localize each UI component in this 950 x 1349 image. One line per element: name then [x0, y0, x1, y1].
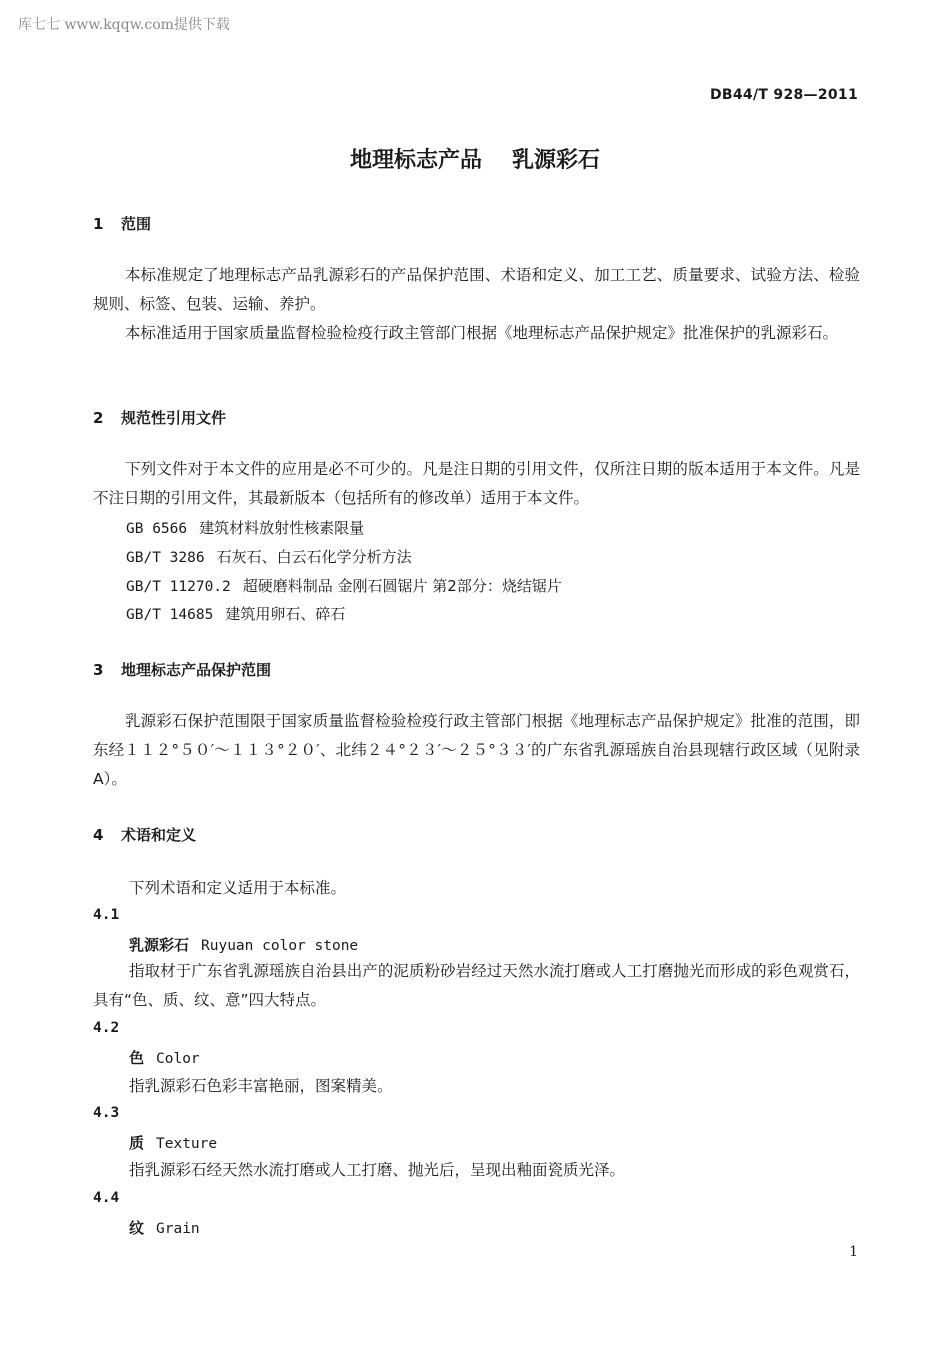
term-heading	[129, 1132, 217, 1153]
term-cn: 纹	[129, 1219, 145, 1237]
section-heading-protection-scope	[93, 659, 271, 680]
term-cn: 质	[129, 1134, 145, 1152]
paragraph: 下列文件对于本文件的应用是必不可少的。凡是注日期的引用文件，仅所注日期的版本适用于本文件。凡是不注日期的引用文件，其最新版本（包括所有的修改单）适用于本文件。	[93, 460, 860, 507]
reference-name: 超硬磨料制品 金刚石圆锯片 第2部分：烧结锯片	[242, 577, 562, 595]
term-en: Ruyuan color stone	[201, 938, 359, 954]
reference-code: GB/T 3286	[126, 550, 205, 566]
reference-code: GB/T 14685	[126, 607, 214, 623]
term-definition: 指取材于广东省乳源瑶族自治县出产的泥质粉砂岩经过天然水流打磨或人工打磨抛光而形成的彩色观赏石，具有“色、质、纹、意”四大特点。	[93, 962, 860, 1009]
title-sub: 乳源彩石	[512, 148, 601, 173]
reference-item	[126, 546, 412, 567]
section-heading-scope	[93, 213, 151, 234]
term-number: 4.1	[93, 907, 120, 923]
term-cn: 乳源彩石	[129, 936, 190, 954]
paragraph: 本标准规定了地理标志产品乳源彩石的产品保护范围、术语和定义、加工工艺、质量要求、试验方法、检验规则、标签、包装、运输、养护。	[93, 266, 860, 313]
reference-code: GB/T 11270.2	[126, 579, 231, 595]
page-title	[0, 143, 950, 174]
term-number: 4.3	[93, 1105, 120, 1121]
reference-name: 建筑材料放射性核素限量	[199, 519, 365, 537]
term-en: Texture	[156, 1136, 218, 1152]
reference-name: 建筑用卵石、碎石	[225, 605, 346, 623]
term-en: Grain	[156, 1221, 200, 1237]
section-number: 3	[93, 661, 104, 679]
term-heading	[129, 1217, 200, 1238]
reference-item	[126, 517, 364, 538]
document-code: DB44/T 928—2011	[710, 87, 858, 103]
section-title: 范围	[121, 215, 152, 233]
watermark: 库七七 www.kqqw.com提供下载	[18, 17, 230, 33]
section-title: 术语和定义	[121, 826, 197, 844]
section-heading-terms	[93, 824, 196, 845]
page-number: 1	[849, 1244, 858, 1260]
term-number: 4.2	[93, 1020, 120, 1036]
term-definition: 指乳源彩石色彩丰富艳丽，图案精美。	[129, 1077, 393, 1095]
term-cn: 色	[129, 1049, 145, 1067]
reference-code: GB 6566	[126, 521, 188, 537]
paragraph: 本标准适用于国家质量监督检验检疫行政主管部门根据《地理标志产品保护规定》批准保护的乳源彩石。	[125, 324, 839, 342]
term-heading	[129, 934, 358, 955]
term-definition: 指乳源彩石经天然水流打磨或人工打磨、抛光后，呈现出釉面瓷质光泽。	[129, 1161, 626, 1179]
section-number: 4	[93, 826, 104, 844]
terms-intro: 下列术语和定义适用于本标准。	[129, 879, 347, 897]
term-heading	[129, 1047, 200, 1068]
reference-name: 石灰石、白云石化学分析方法	[216, 548, 412, 566]
title-main: 地理标志产品	[349, 148, 482, 173]
reference-item	[126, 603, 345, 624]
paragraph: 乳源彩石保护范围限于国家质量监督检验检疫行政主管部门根据《地理标志产品保护规定》批准的范围，即东经１１２°５０′～１１３°２０′、北纬２４°２３′～２５°３３′的广东省乳源瑶族自治县现辖行政区域（见附录A）。	[93, 712, 860, 788]
term-en: Color	[156, 1051, 200, 1067]
section-number: 1	[93, 215, 104, 233]
section-heading-normative-references	[93, 407, 226, 428]
section-title: 地理标志产品保护范围	[121, 661, 272, 679]
term-number: 4.4	[93, 1190, 120, 1206]
section-number: 2	[93, 409, 104, 427]
reference-item	[126, 575, 562, 596]
section-title: 规范性引用文件	[121, 409, 227, 427]
